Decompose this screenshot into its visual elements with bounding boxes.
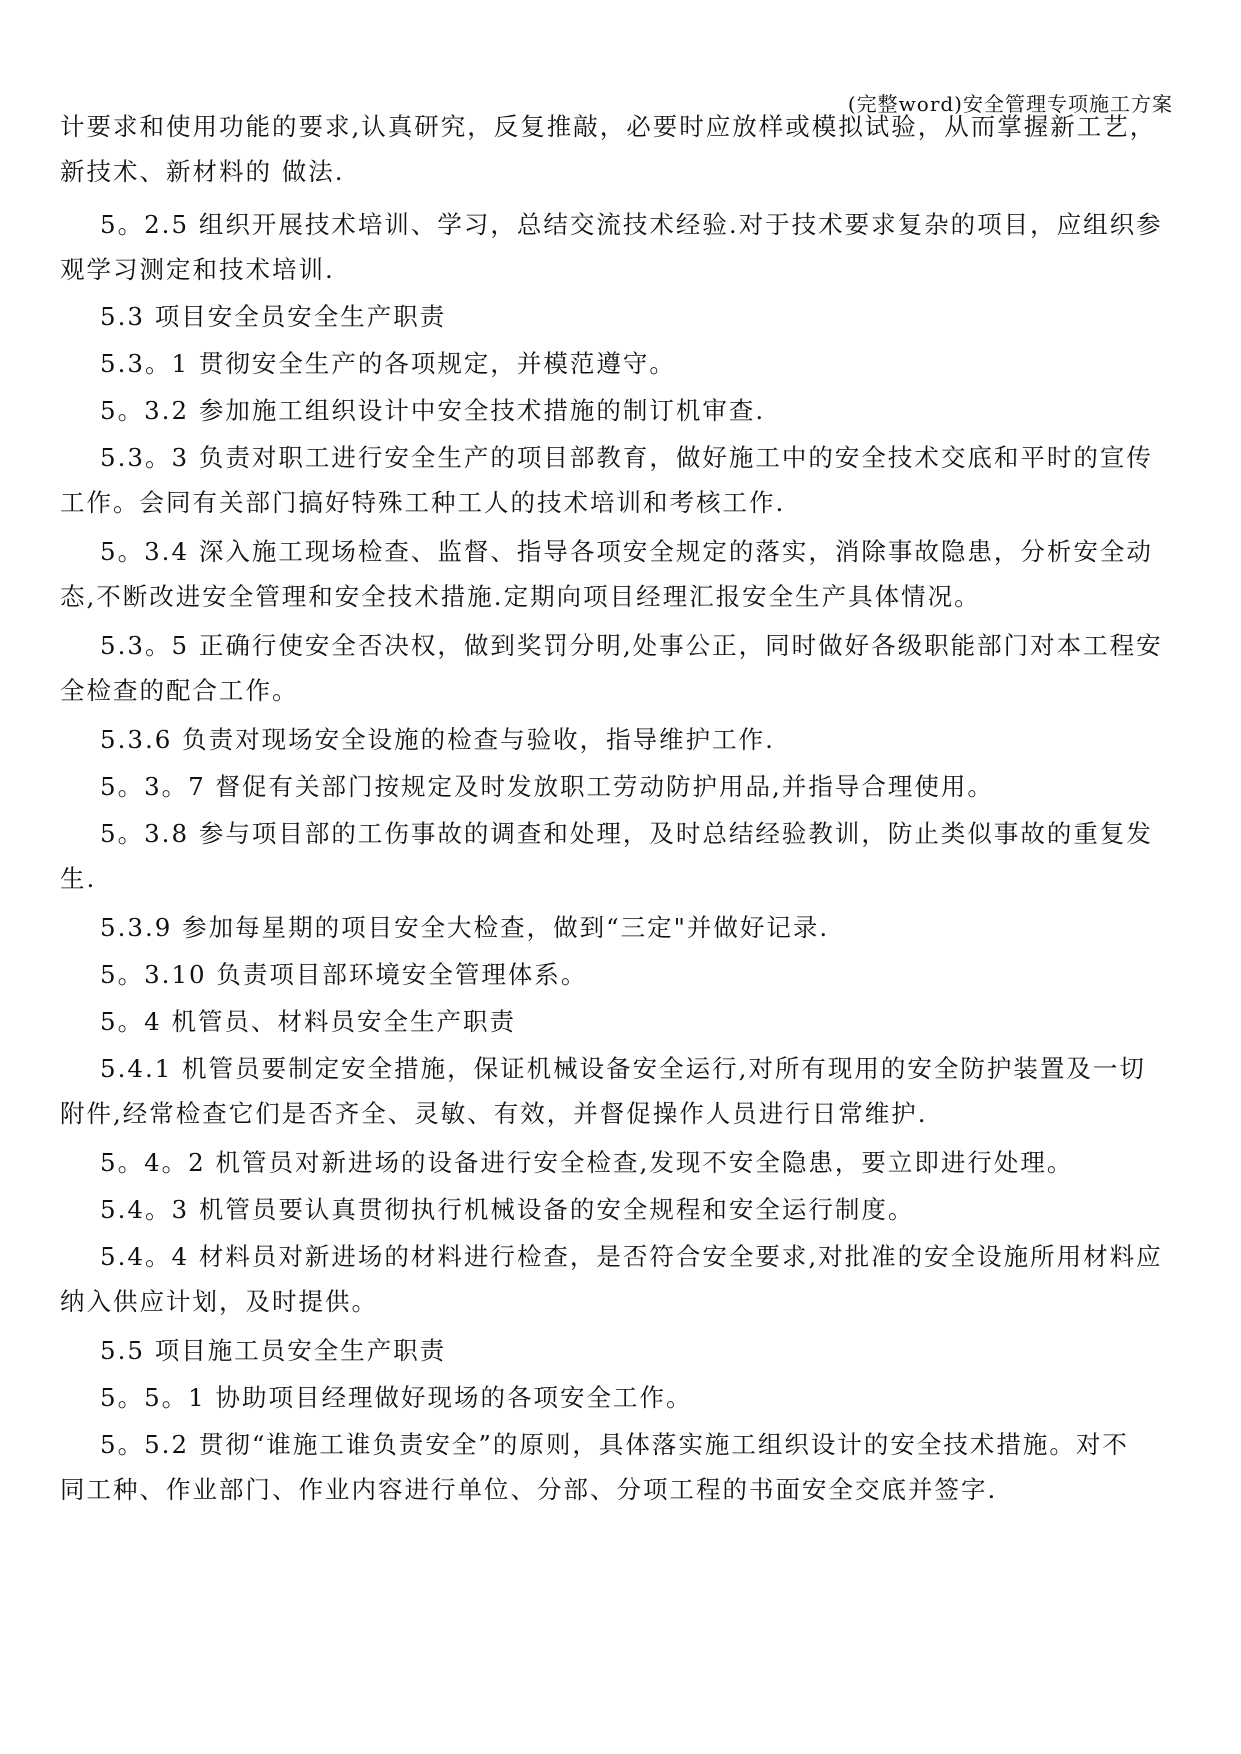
text-line: 5.4。3 机管员要认真贯彻执行机械设备的安全规程和安全运行制度。: [100, 1195, 915, 1224]
document-body: [60, 0, 1182, 1754]
text-line: 5.4。4 材料员对新进场的材料进行检查，是否符合安全要求,对批准的安全设施所用材料应: [100, 1242, 1163, 1271]
text-line: 5。5。1 协助项目经理做好现场的各项安全工作。: [100, 1383, 693, 1412]
text-line: 5。3。7 督促有关部门按规定及时发放职工劳动防护用品,并指导合理使用。: [100, 772, 994, 801]
text-line: 5.3.6 负责对现场安全设施的检查与验收，指导维护工作.: [100, 725, 775, 754]
text-line: 5。3.4 深入施工现场检查、监督、指导各项安全规定的落实，消除事故隐患，分析安全动: [100, 537, 1153, 566]
text-line: 5。3.10 负责项目部环境安全管理体系。: [100, 960, 588, 989]
text-line: 5.3。3 负责对职工进行安全生产的项目部教育，做好施工中的安全技术交底和平时的宣传: [100, 443, 1153, 472]
text-line: 5.3。5 正确行使安全否决权，做到奖罚分明,处事公正，同时做好各级职能部门对本工程安: [100, 631, 1163, 660]
section-heading: 5。4 机管员、材料员安全生产职责: [100, 1007, 516, 1036]
text-line: 生.: [60, 864, 97, 893]
text-line: 态,不断改进安全管理和安全技术措施.定期向项目经理汇报安全生产具体情况。: [60, 582, 981, 611]
section-heading: 5.5 项目施工员安全生产职责: [100, 1336, 447, 1365]
text-line: 附件,经常检查它们是否齐全、灵敏、有效，并督促操作人员进行日常维护.: [60, 1099, 928, 1128]
text-line: 观学习测定和技术培训.: [60, 255, 335, 284]
text-line: 同工种、作业部门、作业内容进行单位、分部、分项工程的书面安全交底并签字.: [60, 1475, 998, 1504]
page-header: (完整word)安全管理专项施工方案: [847, 92, 1173, 116]
text-line: 5。5.2 贯彻“谁施工谁负责安全”的原则，具体落实施工组织设计的安全技术措施。对不: [100, 1430, 1129, 1459]
text-line: 新技术、新材料的 做法.: [60, 157, 345, 186]
text-line: 5.3.9 参加每星期的项目安全大检查，做到“三定"并做好记录.: [100, 913, 830, 942]
text-line: 5。4。2 机管员对新进场的设备进行安全检查,发现不安全隐患，要立即进行处理。: [100, 1148, 1074, 1177]
text-line: 5.4.1 机管员要制定安全措施，保证机械设备安全运行,对所有现用的安全防护装置及一切: [100, 1054, 1146, 1083]
text-line: 纳入供应计划，及时提供。: [60, 1287, 378, 1316]
text-line: 5。3.8 参与项目部的工伤事故的调查和处理，及时总结经验教训，防止类似事故的重复发: [100, 819, 1153, 848]
text-line: 工作。会同有关部门搞好特殊工种工人的技术培训和考核工作.: [60, 488, 786, 517]
section-heading: 5.3 项目安全员安全生产职责: [100, 302, 447, 331]
text-line: 5。3.2 参加施工组织设计中安全技术措施的制订机审查.: [100, 396, 766, 425]
text-line: 5.3。1 贯彻安全生产的各项规定，并模范遵守。: [100, 349, 676, 378]
text-line: 5。2.5 组织开展技术培训、学习，总结交流技术经验.对于技术要求复杂的项目，应组织参: [100, 210, 1163, 239]
text-line: 全检查的配合工作。: [60, 676, 299, 705]
text-line: 计要求和使用功能的要求,认真研究，反复推敲，必要时应放样或模拟试验，从而掌握新工艺，: [60, 112, 1157, 141]
